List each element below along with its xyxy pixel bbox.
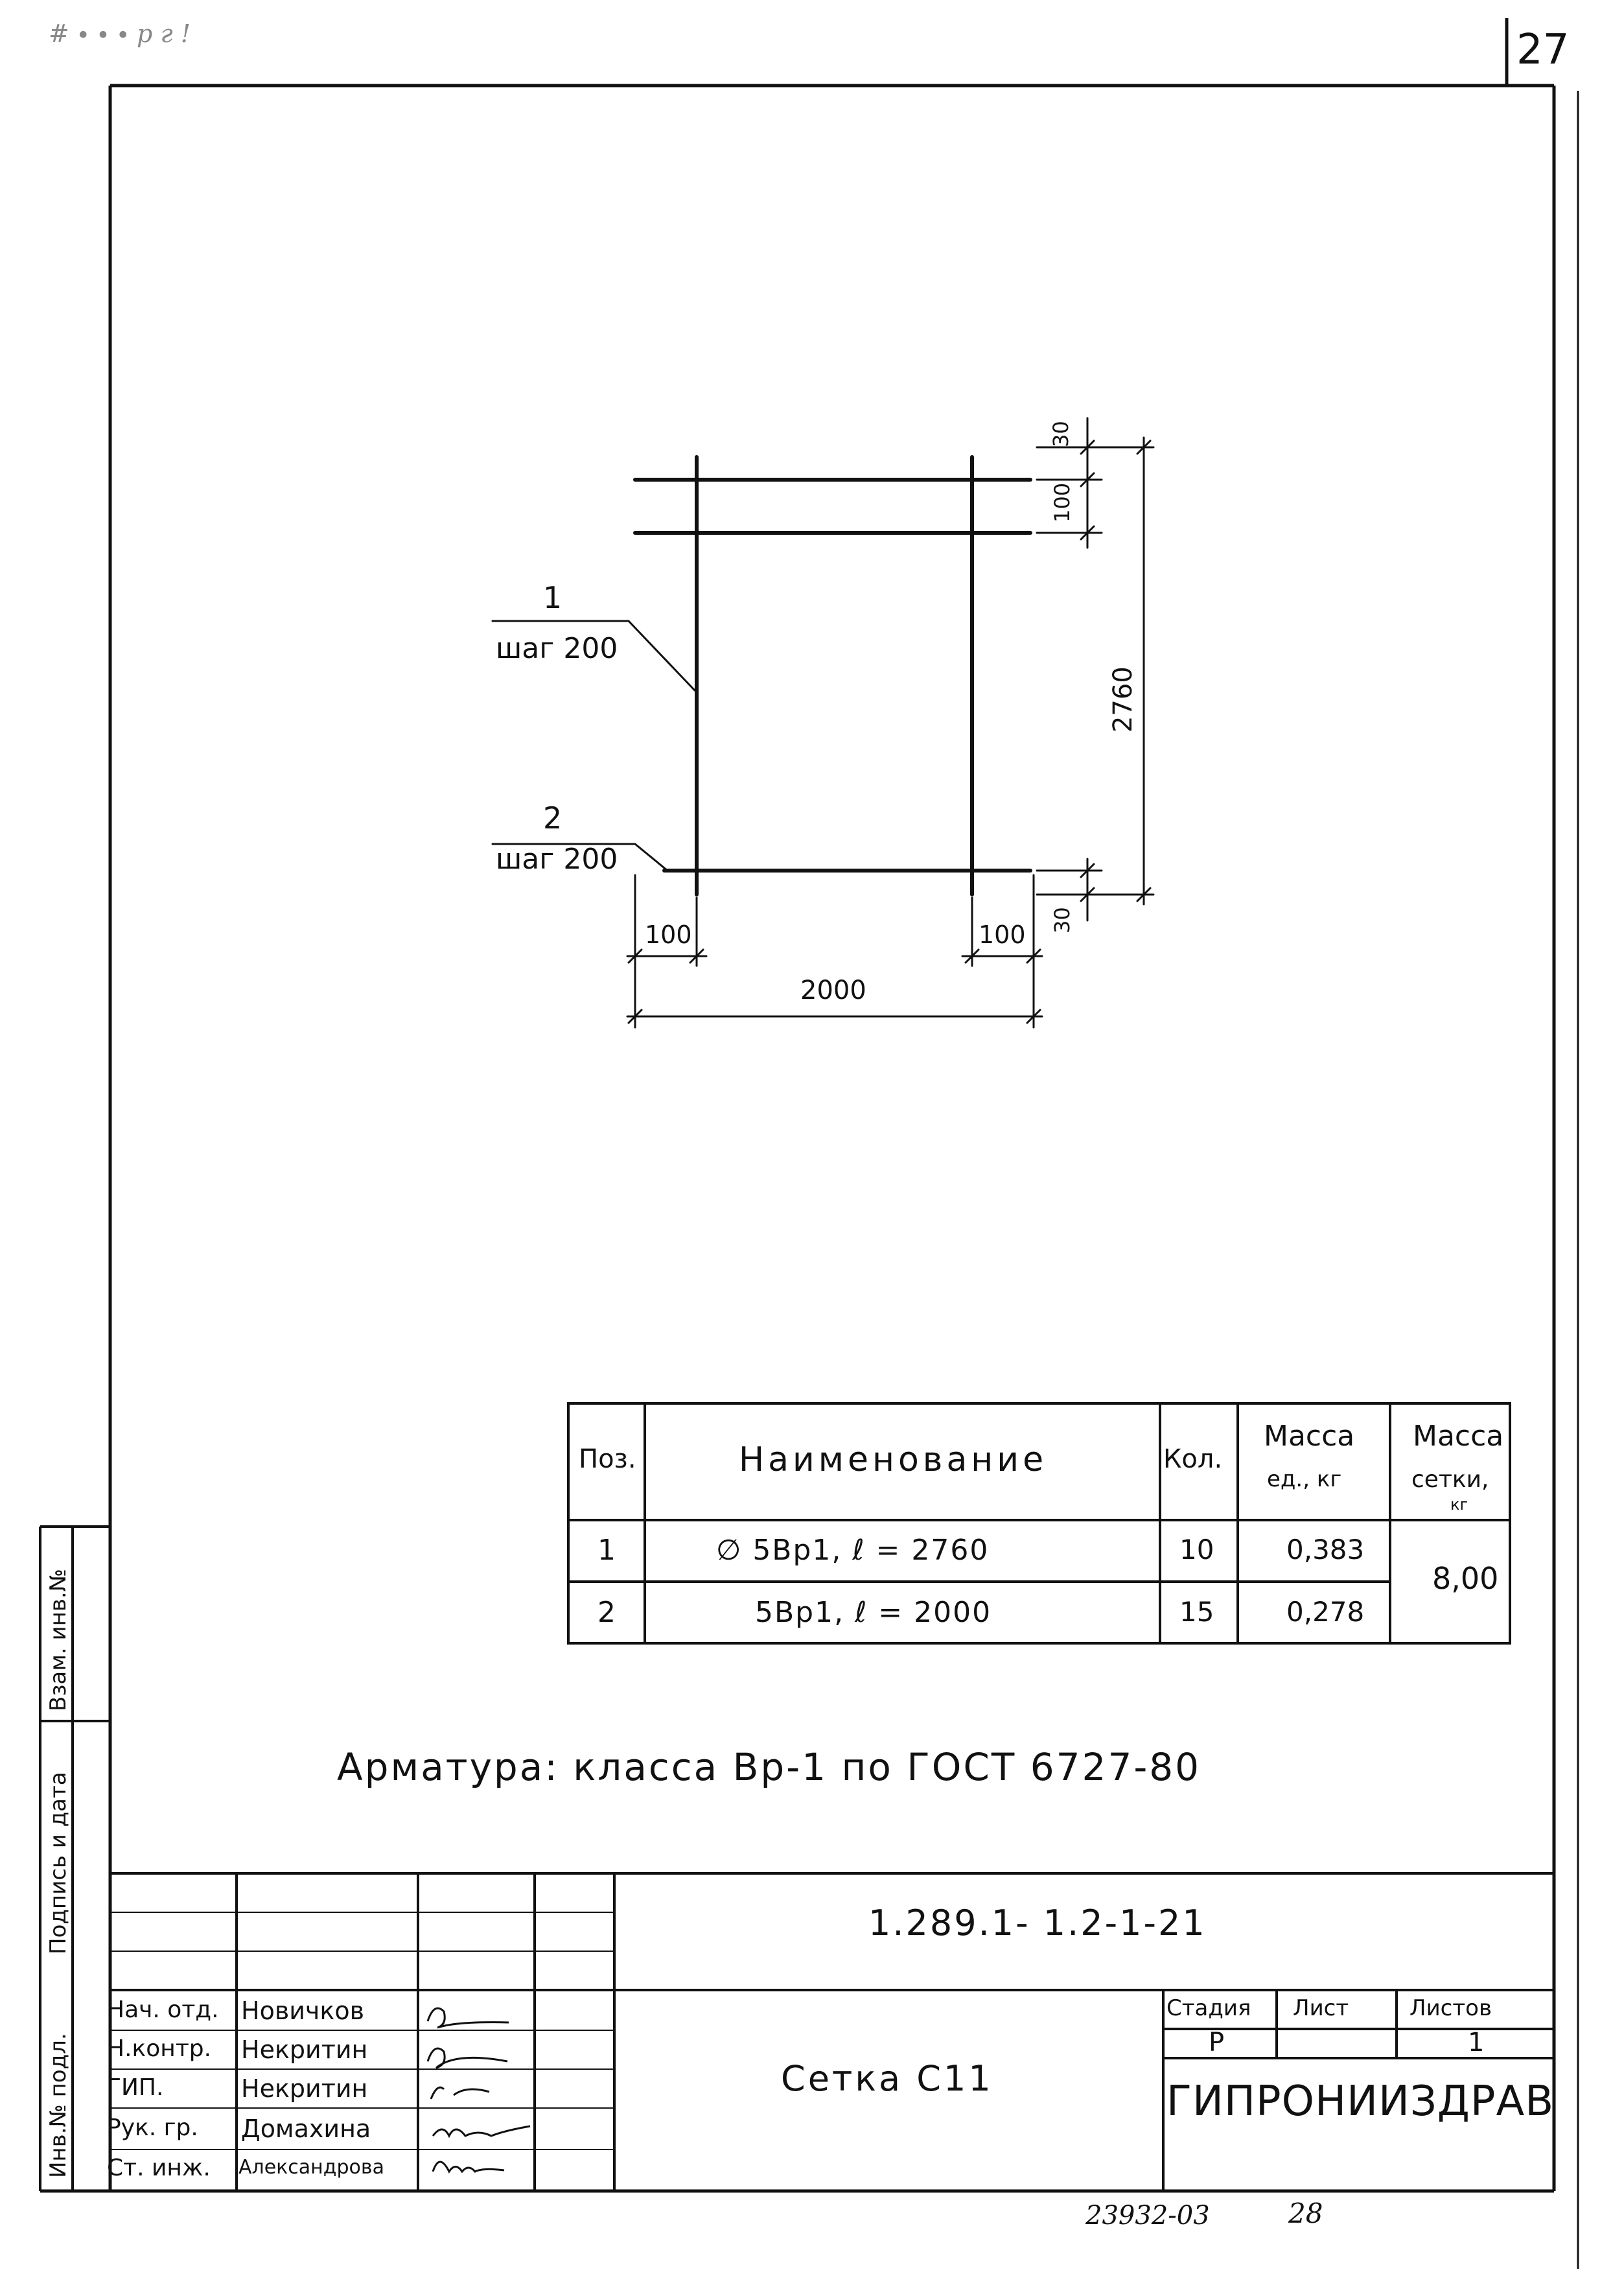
row1-name: ∅ 5Вр1, ℓ = 2760 (716, 1534, 990, 1567)
row2-name: 5Вр1, ℓ = 2000 (755, 1596, 992, 1629)
dim-left-100: 100 (645, 920, 692, 949)
row2-qty: 15 (1179, 1596, 1214, 1628)
name-1: Новичков (241, 1997, 364, 2025)
footer-num: 28 (1288, 2197, 1323, 2229)
sheets-label: Листов (1409, 1995, 1492, 2021)
mass-net-value: 8,00 (1432, 1561, 1499, 1596)
th-mass-unit-2: ед., кг (1267, 1466, 1342, 1492)
stamp-inv: Инв.№ подл. (45, 2033, 71, 2178)
name-5: Александрова (238, 2156, 384, 2179)
row1-qty: 10 (1179, 1534, 1214, 1565)
leader2-step: шаг 200 (496, 843, 618, 876)
name-4: Домахина (241, 2115, 371, 2143)
sheets-value: 1 (1468, 2028, 1485, 2057)
doc-code: 1.289.1- 1.2-1-21 (868, 1903, 1207, 1943)
name-2: Некритин (241, 2035, 368, 2064)
role-4: Рук. гр. (107, 2115, 198, 2141)
role-3: ГИП. (107, 2074, 164, 2101)
dim-top-100: 100 (1050, 482, 1074, 522)
th-pos: Поз. (579, 1444, 636, 1474)
th-mass-net-2: сетки, (1411, 1466, 1489, 1493)
th-qty: Кол. (1163, 1444, 1223, 1474)
row1-mass: 0,383 (1286, 1534, 1365, 1565)
row2-mass: 0,278 (1286, 1596, 1365, 1628)
th-mass-unit-1: Масса (1264, 1420, 1355, 1453)
dim-bottom-30: 30 (1050, 907, 1074, 933)
leader2-pos: 2 (543, 801, 563, 836)
leader1-step: шаг 200 (496, 632, 618, 665)
row1-pos: 1 (597, 1534, 616, 1567)
row2-pos: 2 (597, 1596, 616, 1629)
role-1: Нач. отд. (107, 1997, 219, 2023)
signatures (428, 2008, 530, 2172)
role-5: Ст. инж. (107, 2155, 211, 2181)
doc-title: Сетка С11 (781, 2058, 993, 2099)
archive-number: 23932-03 (1085, 2201, 1210, 2231)
stage-label: Стадия (1166, 1995, 1251, 2021)
dim-width: 2000 (800, 976, 866, 1005)
page-number: 27 (1516, 26, 1570, 74)
reinforcement-note: Арматура: класса Вр-1 по ГОСТ 6727-80 (337, 1745, 1201, 1789)
stamp-podpis: Подпись и дата (45, 1772, 71, 1954)
dim-right-100: 100 (979, 920, 1026, 949)
leader1-pos: 1 (543, 580, 563, 615)
th-mass-net-3: кг (1450, 1495, 1468, 1514)
stamp-vzam: Взам. инв.№ (45, 1568, 71, 1711)
dim-top-30: 30 (1049, 421, 1073, 447)
stage-value: Р (1209, 2028, 1225, 2057)
role-2: Н.контр. (107, 2035, 212, 2062)
corner-mark: # ∙ ∙ ∙ р г ! (49, 19, 191, 48)
sheet-label: Лист (1293, 1995, 1349, 2021)
org-name: ГИПРОНИИЗДРАВ (1166, 2078, 1555, 2126)
dim-height: 2760 (1108, 666, 1138, 732)
name-3: Некритин (241, 2074, 368, 2103)
th-mass-net-1: Масса (1413, 1420, 1504, 1453)
th-name: Наименование (739, 1440, 1048, 1479)
